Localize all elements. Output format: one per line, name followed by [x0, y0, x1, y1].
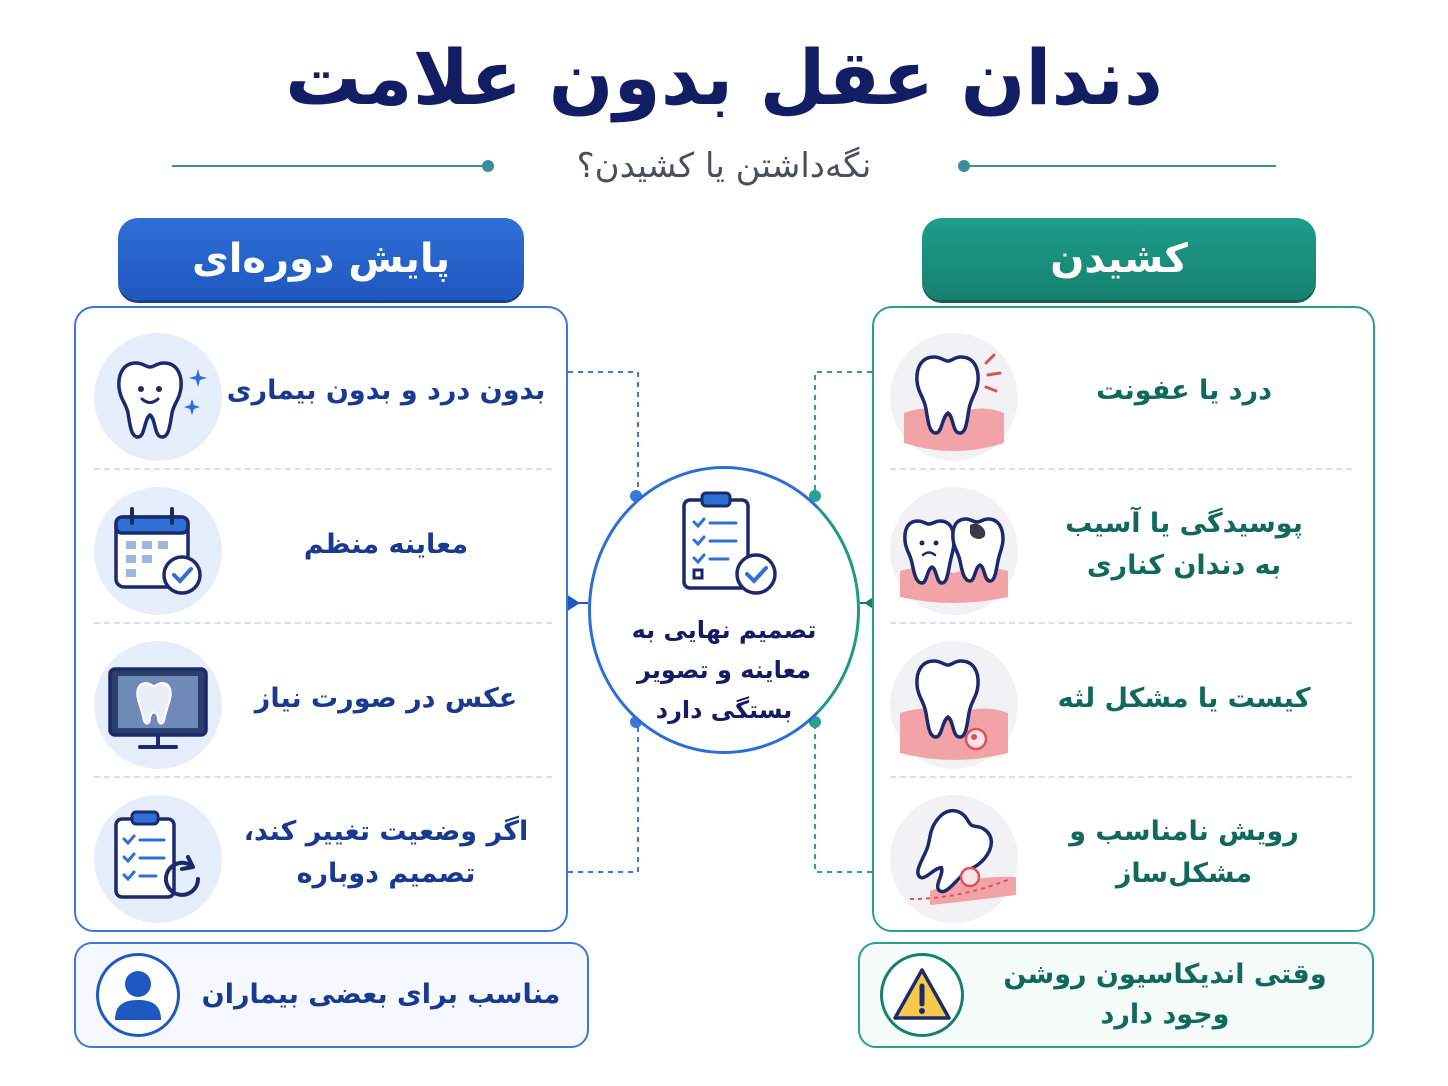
- monitoring-footer-label: مناسب برای بعضی بیماران: [201, 979, 561, 1010]
- clipboard-refresh-icon: [94, 795, 222, 923]
- monitor-item-label: عکس در صورت نیاز: [254, 683, 518, 714]
- monitor-item: [76, 314, 566, 468]
- extraction-header: کشیدن: [922, 218, 1316, 300]
- monitor-item: [76, 622, 566, 776]
- monitor-item-label: معاینه منظم: [303, 529, 469, 560]
- impacted-tooth-icon: [890, 795, 1018, 923]
- decision-label: تصمیم نهایی به معاینه و تصویر بستگی دارد: [631, 616, 817, 724]
- decayed-teeth-icon: [890, 487, 1018, 615]
- extract-item-label: پوسیدگی یا آسیب به دندان کناری: [1065, 508, 1303, 581]
- xray-monitor-icon: [94, 641, 222, 769]
- extract-item: [874, 776, 1373, 930]
- checklist-clipboard-icon: [672, 490, 782, 600]
- gum-cyst-icon: [890, 641, 1018, 769]
- extraction-footer: [858, 942, 1374, 1048]
- extraction-footer-label: وقتی اندیکاسیون روشن وجود دارد: [1003, 959, 1327, 1030]
- monitoring-header: پایش دوره‌ای: [118, 218, 524, 300]
- monitoring-footer: [74, 942, 589, 1048]
- monitoring-panel: [74, 306, 568, 932]
- calendar-check-icon: [94, 487, 222, 615]
- extraction-panel: [872, 306, 1375, 932]
- extract-item-label: درد یا عفونت: [1096, 375, 1272, 406]
- monitor-item-label: اگر وضعیت تغییر کند، تصمیم دوباره: [243, 816, 529, 889]
- extract-item-label: رویش نامناسب و مشکل‌ساز: [1069, 816, 1299, 889]
- smiling-tooth-icon: [94, 333, 222, 461]
- user-icon: [96, 953, 180, 1037]
- extract-item-label: کیست یا مشکل لثه: [1057, 683, 1311, 714]
- monitor-item: [76, 776, 566, 930]
- extract-item: [874, 468, 1373, 622]
- monitor-item: [76, 468, 566, 622]
- page-title: دندان عقل بدون علامت: [285, 33, 1163, 122]
- warning-icon: [880, 953, 964, 1037]
- monitor-item-label: بدون درد و بدون بیماری: [226, 375, 546, 406]
- extract-item: [874, 314, 1373, 468]
- painful-tooth-icon: [890, 333, 1018, 461]
- extract-item: [874, 622, 1373, 776]
- page-subtitle: نگه‌داشتن یا کشیدن؟: [576, 146, 872, 186]
